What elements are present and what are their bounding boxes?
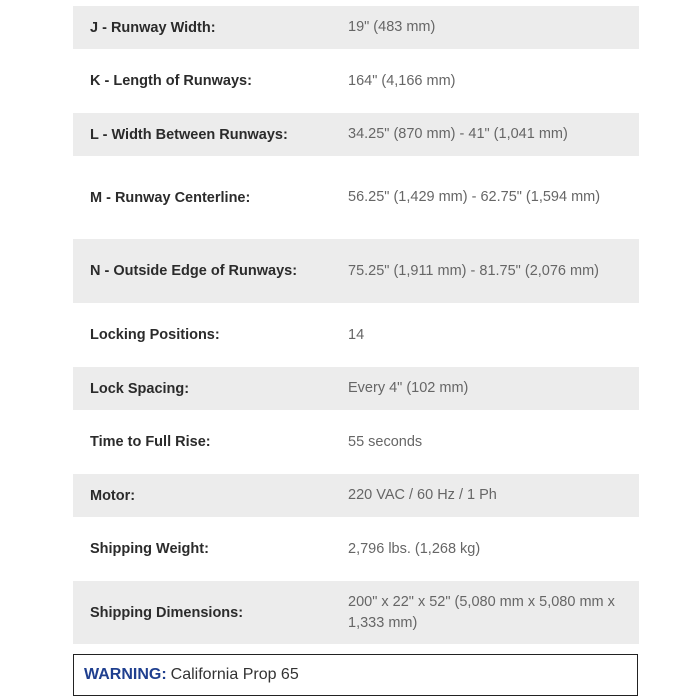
spec-value: 34.25" (870 mm) - 41" (1,041 mm): [348, 126, 568, 142]
spec-value: 19" (483 mm): [348, 19, 436, 35]
spec-label: L - Width Between Runways:: [90, 126, 288, 143]
spec-label: Lock Spacing:: [90, 380, 190, 397]
warning-label: WARNING:: [84, 666, 167, 683]
spec-label: J - Runway Width:: [90, 19, 216, 36]
spec-label: K - Length of Runways:: [90, 73, 252, 89]
spec-value: Every 4" (102 mm): [348, 380, 469, 396]
spec-row-motor: [73, 474, 639, 517]
spec-label: Time to Full Rise:: [90, 434, 211, 450]
spec-value: 164" (4,166 mm): [348, 72, 456, 89]
spec-value: 14: [348, 326, 365, 343]
spec-value: 200" x 22" x 52" (5,080 mm x 5,080 mm x 1,333 mm): [348, 593, 615, 631]
spec-value: 55 seconds: [348, 433, 423, 450]
spec-value: 56.25" (1,429 mm) - 62.75" (1,594 mm): [348, 189, 601, 205]
spec-label: Locking Positions:: [90, 327, 220, 343]
spec-row-shipping-weight: [73, 517, 639, 581]
spec-row-lock-spacing: [73, 367, 639, 410]
spec-row-time-to-full-rise: [73, 410, 639, 474]
spec-row-shipping-dimensions: [73, 581, 639, 644]
warning-box: [73, 654, 638, 696]
spec-row-outside-edge: [73, 239, 639, 303]
spec-row-width-between-runways: [73, 113, 639, 156]
spec-row-runway-centerline: [73, 156, 639, 239]
spec-row-locking-positions: [73, 303, 639, 367]
spec-label: N - Outside Edge of Runways:: [90, 263, 298, 279]
spec-value: 2,796 lbs. (1,268 kg): [348, 540, 481, 557]
warning-text[interactable]: California Prop 65: [170, 666, 299, 683]
spec-row-runway-width: [73, 6, 639, 49]
spec-table: [73, 6, 639, 644]
spec-row-length-of-runways: [73, 49, 639, 113]
spec-label: M - Runway Centerline:: [90, 189, 251, 206]
spec-label: Shipping Weight:: [90, 541, 209, 557]
spec-label: Shipping Dimensions:: [90, 604, 244, 621]
spec-value: 220 VAC / 60 Hz / 1 Ph: [348, 487, 497, 503]
spec-label: Motor:: [90, 487, 136, 504]
spec-value: 75.25" (1,911 mm) - 81.75" (2,076 mm): [348, 262, 599, 279]
